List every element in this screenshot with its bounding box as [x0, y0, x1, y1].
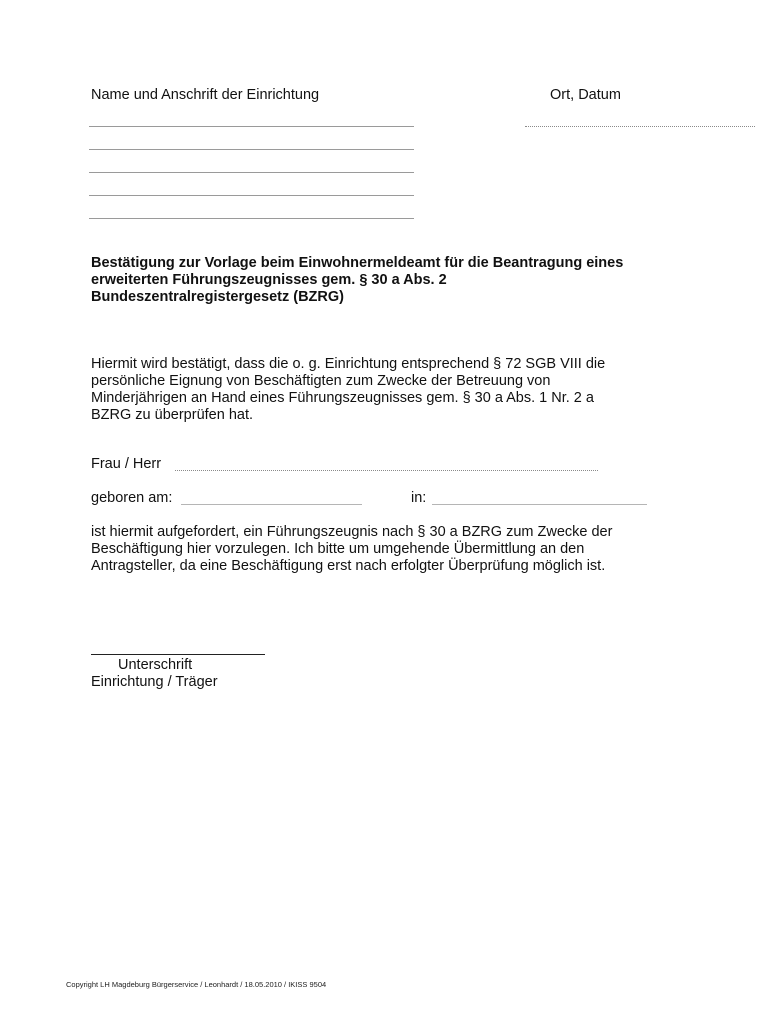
place-date-label: Ort, Datum — [550, 87, 621, 103]
title-line-1: Bestätigung zur Vorlage beim Einwohnermeldeamt für die Beantragung eines — [91, 255, 624, 271]
paragraph-line: Antragsteller, da eine Beschäftigung erst nach erfolgter Überprüfung möglich ist. — [91, 558, 606, 574]
signature-label: Unterschrift — [118, 657, 193, 673]
birthplace-label: in: — [411, 490, 427, 506]
title-line-2: erweiterten Führungszeugnisses gem. § 30 a Abs. 2 — [91, 272, 447, 288]
institution-label: Name und Anschrift der Einrichtung — [91, 87, 320, 103]
paragraph-line: ist hiermit aufgefordert, ein Führungszeugnis nach § 30 a BZRG zum Zwecke der — [91, 524, 613, 540]
institution-address-line-4[interactable] — [89, 195, 414, 196]
document-title — [91, 255, 691, 306]
paragraph-line: Hiermit wird bestätigt, dass die o. g. Einrichtung entsprechend § 72 SGB VIII die — [91, 356, 606, 372]
paragraph-line: Beschäftigung hier vorzulegen. Ich bitte um umgehende Übermittlung an den — [91, 541, 585, 557]
request-paragraph — [91, 524, 691, 575]
paragraph-line: BZRG zu überprüfen hat. — [91, 407, 253, 423]
institution-address-line-3[interactable] — [89, 172, 414, 173]
name-label: Frau / Herr — [91, 456, 162, 472]
institution-address-line-2[interactable] — [89, 149, 414, 150]
name-field-line[interactable] — [175, 470, 598, 471]
copyright-footer: Copyright LH Magdeburg Bürgerservice / Leonhardt / 18.05.2010 / IKISS 9504 — [66, 980, 327, 989]
birth-date-field-line[interactable] — [181, 504, 362, 505]
confirmation-paragraph — [91, 356, 691, 424]
signature-line[interactable] — [91, 654, 265, 655]
paragraph-line: Minderjährigen an Hand eines Führungszeugnisses gem. § 30 a Abs. 1 Nr. 2 a — [91, 390, 594, 406]
paragraph-line: persönliche Eignung von Beschäftigten zum Zwecke der Betreuung von — [91, 373, 551, 389]
title-line-3: Bundeszentralregistergesetz (BZRG) — [91, 289, 344, 305]
institution-address-line-1[interactable] — [89, 126, 414, 127]
institution-address-line-5[interactable] — [89, 218, 414, 219]
birthplace-field-line[interactable] — [432, 504, 647, 505]
place-date-line[interactable] — [525, 126, 755, 127]
signature-institution-label: Einrichtung / Träger — [91, 674, 218, 690]
born-label: geboren am: — [91, 490, 173, 506]
